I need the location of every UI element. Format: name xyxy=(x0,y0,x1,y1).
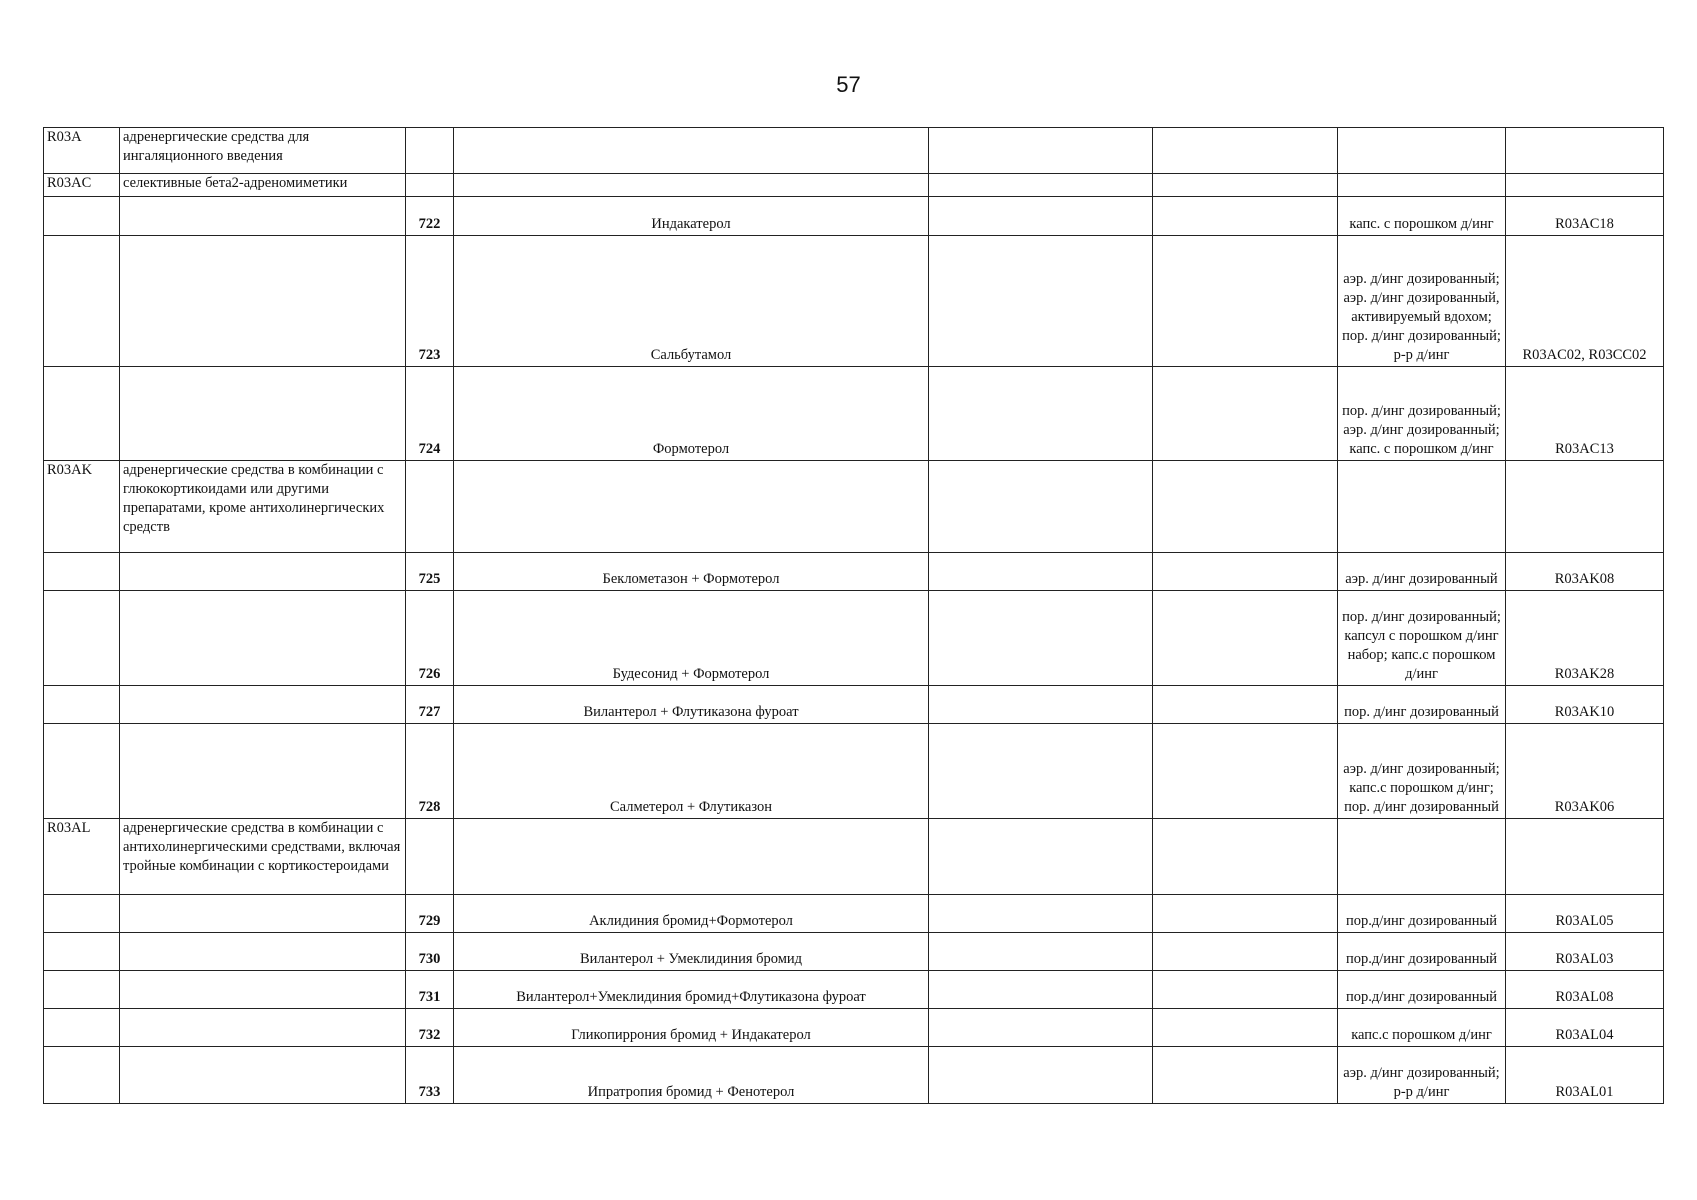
drug-name: Вилантерол+Умеклидиния бромид+Флутиказона фуроат xyxy=(454,971,929,1009)
drug-name: Вилантерол + Флутиказона фуроат xyxy=(454,686,929,724)
group-row xyxy=(44,819,1664,895)
drug-name: Аклидиния бромид+Формотерол xyxy=(454,895,929,933)
drug-number: 726 xyxy=(406,591,454,686)
drug-name: Сальбутамол xyxy=(454,236,929,367)
drug-number: 725 xyxy=(406,553,454,591)
dosage-form: аэр. д/инг дозированный xyxy=(1338,553,1506,591)
group-description: адренергические средства для ингаляционного введения xyxy=(120,128,406,174)
drug-number: 732 xyxy=(406,1009,454,1047)
table-row xyxy=(44,197,1664,236)
atc-code: R03AL08 xyxy=(1506,971,1664,1009)
drug-number: 733 xyxy=(406,1047,454,1104)
table-row xyxy=(44,591,1664,686)
group-description: адренергические средства в комбинации с антихолинергическими средствами, включая тройные комбинации с кортикостероидами xyxy=(120,819,406,895)
table-row xyxy=(44,236,1664,367)
atc-code: R03AC18 xyxy=(1506,197,1664,236)
drug-number: 727 xyxy=(406,686,454,724)
table-row xyxy=(44,724,1664,819)
drug-name: Гликопиррония бромид + Индакатерол xyxy=(454,1009,929,1047)
atc-code: R03AK08 xyxy=(1506,553,1664,591)
dosage-form: пор. д/инг дозированный xyxy=(1338,686,1506,724)
drug-name: Индакатерол xyxy=(454,197,929,236)
table-row xyxy=(44,553,1664,591)
drug-number: 728 xyxy=(406,724,454,819)
drug-number: 724 xyxy=(406,367,454,461)
group-row xyxy=(44,461,1664,553)
group-code: R03A xyxy=(44,128,120,174)
dosage-form: пор.д/инг дозированный xyxy=(1338,933,1506,971)
table-row xyxy=(44,1047,1664,1104)
atc-code: R03AC13 xyxy=(1506,367,1664,461)
atc-code: R03AL03 xyxy=(1506,933,1664,971)
atc-code: R03AL01 xyxy=(1506,1047,1664,1104)
table-row xyxy=(44,367,1664,461)
atc-code: R03AK06 xyxy=(1506,724,1664,819)
dosage-form: капс.с порошком д/инг xyxy=(1338,1009,1506,1047)
group-code: R03AK xyxy=(44,461,120,553)
group-code: R03AL xyxy=(44,819,120,895)
drug-name: Будесонид + Формотерол xyxy=(454,591,929,686)
drug-name: Беклометазон + Формотерол xyxy=(454,553,929,591)
atc-code: R03AC02, R03CC02 xyxy=(1506,236,1664,367)
dosage-form: пор. д/инг дозированный; аэр. д/инг дозированный; капс. с порошком д/инг xyxy=(1338,367,1506,461)
dosage-form: пор. д/инг дозированный; капсул с порошком д/инг набор; капс.с порошком д/инг xyxy=(1338,591,1506,686)
dosage-form: аэр. д/инг дозированный; капс.с порошком д/инг; пор. д/инг дозированный xyxy=(1338,724,1506,819)
drug-name: Ипратропия бромид + Фенотерол xyxy=(454,1047,929,1104)
table-row xyxy=(44,895,1664,933)
drug-number: 731 xyxy=(406,971,454,1009)
drug-name: Вилантерол + Умеклидиния бромид xyxy=(454,933,929,971)
drug-name: Формотерол xyxy=(454,367,929,461)
page-number: 57 xyxy=(836,72,861,97)
atc-code: R03AL04 xyxy=(1506,1009,1664,1047)
group-row xyxy=(44,128,1664,174)
dosage-form: аэр. д/инг дозированный; р-р д/инг xyxy=(1338,1047,1506,1104)
group-description: адренергические средства в комбинации с глюкокортикоидами или другими препаратами, кроме антихолинергических средств xyxy=(120,461,406,553)
dosage-form: пор.д/инг дозированный xyxy=(1338,971,1506,1009)
dosage-form: аэр. д/инг дозированный; аэр. д/инг дозированный, активируемый вдохом; пор. д/инг дозированный; р-р д/инг xyxy=(1338,236,1506,367)
drug-number: 722 xyxy=(406,197,454,236)
atc-code: R03AK28 xyxy=(1506,591,1664,686)
table-row xyxy=(44,686,1664,724)
table-row xyxy=(44,933,1664,971)
table-row xyxy=(44,971,1664,1009)
drug-number: 730 xyxy=(406,933,454,971)
group-description: селективные бета2-адреномиметики xyxy=(120,174,406,197)
drug-number: 723 xyxy=(406,236,454,367)
atc-code: R03AK10 xyxy=(1506,686,1664,724)
group-code: R03AC xyxy=(44,174,120,197)
table-row xyxy=(44,1009,1664,1047)
atc-code: R03AL05 xyxy=(1506,895,1664,933)
dosage-form: капс. с порошком д/инг xyxy=(1338,197,1506,236)
drug-number: 729 xyxy=(406,895,454,933)
group-row xyxy=(44,174,1664,197)
dosage-form: пор.д/инг дозированный xyxy=(1338,895,1506,933)
drug-name: Салметерол + Флутиказон xyxy=(454,724,929,819)
drug-classification-table xyxy=(43,127,1664,1104)
